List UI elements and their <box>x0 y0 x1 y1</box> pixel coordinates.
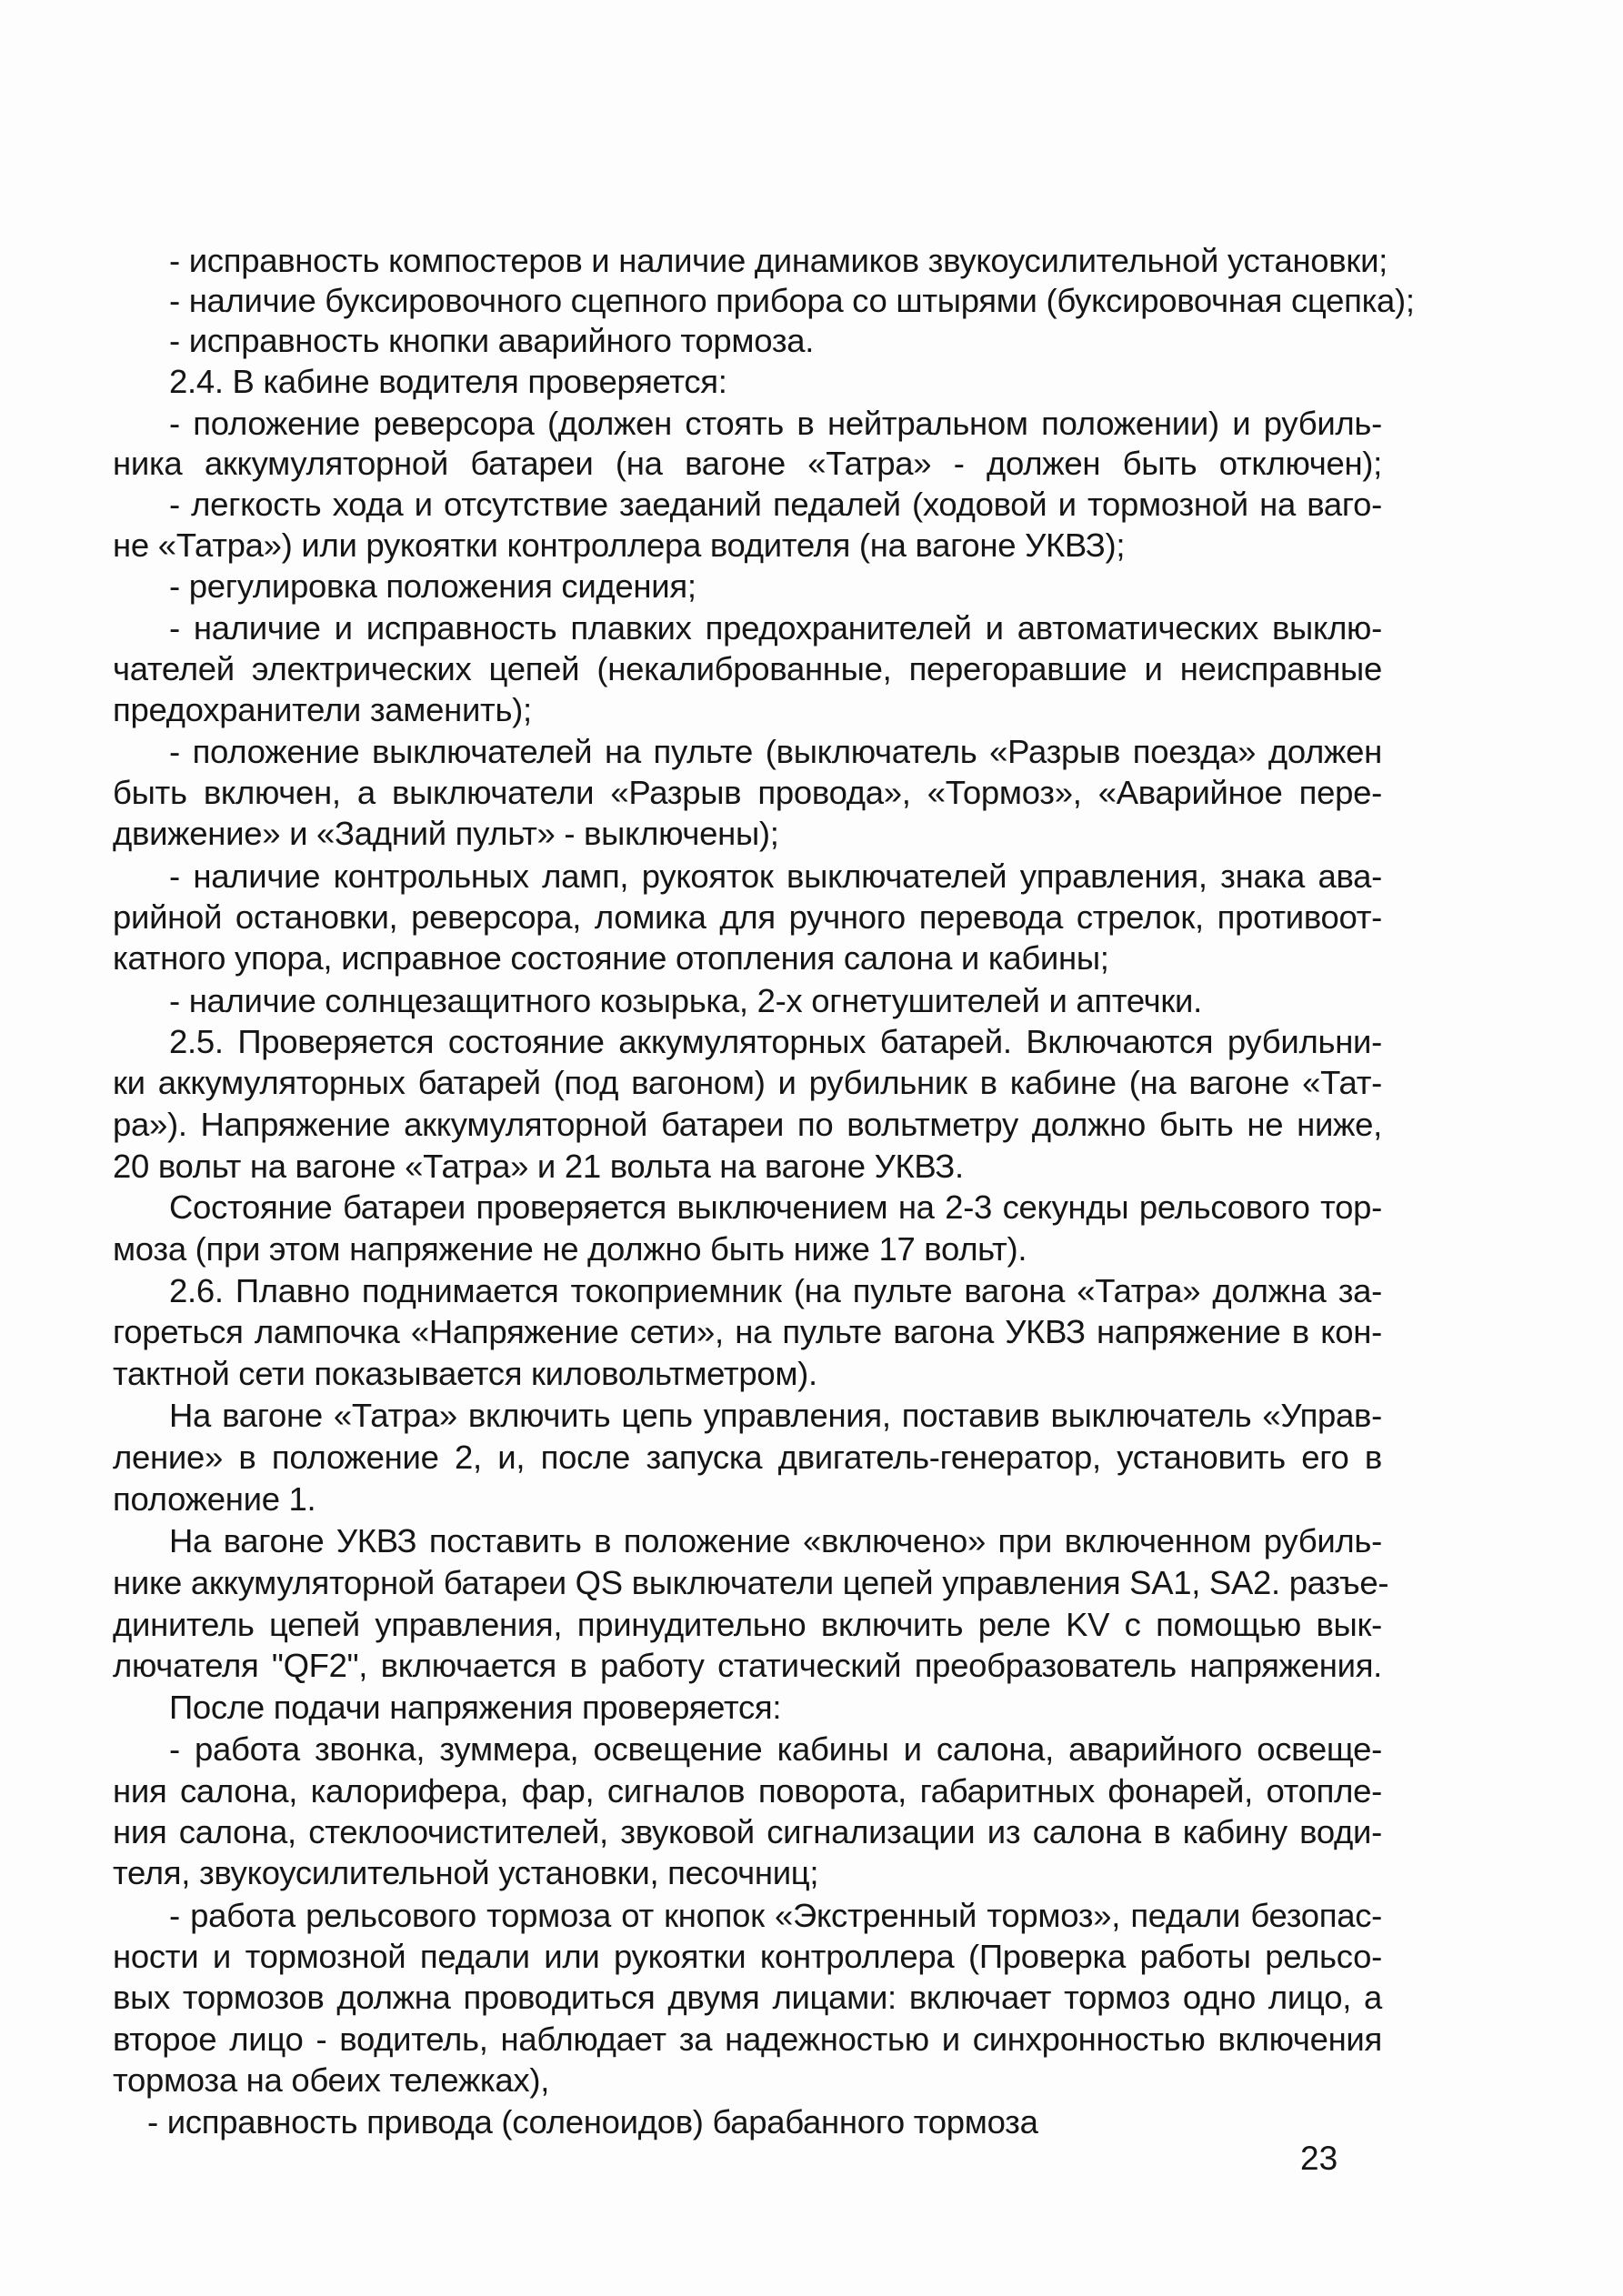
text-line: - наличие буксировочного сцепного прибора со штырями (буксировочная сцепка); <box>169 282 1415 319</box>
text-line: - исправность компостеров и наличие динамиков звукоусилительной установки; <box>169 242 1388 279</box>
text-line: ра»). Напряжение аккумуляторной батареи по вольтметру должно быть не ниже, <box>113 1106 1382 1143</box>
text-line: - наличие и исправность плавких предохранителей и автоматических выклю- <box>169 609 1382 647</box>
text-line: - работа звонка, зуммера, освещение кабины и салона, аварийного освеще- <box>169 1730 1382 1768</box>
text-line: 2.4. В кабине водителя проверяется: <box>169 363 727 400</box>
text-line: тормоза на обеих тележках), <box>113 2061 550 2099</box>
text-line: гореться лампочка «Напряжение сети», на пульте вагона УКВЗ напряжение в кон- <box>113 1313 1382 1350</box>
text-line: - легкость хода и отсутствие заеданий педалей (ходовой и тормозной на ваго- <box>169 486 1382 523</box>
text-line: - исправность привода (соленоидов) барабанного тормоза <box>147 2103 1038 2141</box>
text-line: динитель цепей управления, принудительно включить реле KV с помощью вык- <box>113 1606 1382 1643</box>
text-line: катного упора, исправное состояние отопления салона и кабины; <box>113 939 1109 977</box>
text-line: ника аккумуляторной батареи (на вагоне «Татра» - должен быть отключен); <box>113 445 1382 482</box>
text-line: чателей электрических цепей (некалиброванные, перегоравшие и неисправные <box>113 650 1382 687</box>
text-line: вых тормозов должна проводиться двумя лицами: включает тормоз одно лицо, а <box>113 1979 1382 2016</box>
text-line: быть включен, а выключатели «Разрыв провода», «Тормоз», «Аварийное пере- <box>113 774 1382 811</box>
text-line: - работа рельсового тормоза от кнопок «Экстренный тормоз», педали безопас- <box>169 1897 1382 1934</box>
text-line: - исправность кнопки аварийного тормоза. <box>169 322 815 359</box>
text-line: Состояние батареи проверяется выключением на 2-3 секунды рельсового тор- <box>169 1188 1382 1226</box>
text-line: После подачи напряжения проверяется: <box>169 1689 782 1726</box>
text-line: нике аккумуляторной батареи QS выключатели цепей управления SA1, SA2. разъе- <box>113 1564 1389 1601</box>
text-line: - положение выключателей на пульте (выключатель «Разрыв поезда» должен <box>169 733 1382 770</box>
text-line: лючателя "QF2", включается в работу статический преобразователь напряжения. <box>113 1647 1382 1684</box>
text-line: 20 вольт на вагоне «Татра» и 21 вольта на вагоне УКВЗ. <box>113 1148 964 1185</box>
text-line: тактной сети показывается киловольтметром). <box>113 1355 817 1392</box>
text-line: теля, звукоусилительной установки, песочниц; <box>113 1854 819 1891</box>
text-line: - наличие контрольных ламп, рукояток выключателей управления, знака ава- <box>169 857 1382 895</box>
text-line: рийной остановки, реверсора, ломика для ручного перевода стрелок, противоот- <box>113 898 1382 936</box>
page-number: 23 <box>1300 2140 1338 2177</box>
text-line: ки аккумуляторных батарей (под вагоном) и рубильник в кабине (на вагоне «Тат- <box>113 1064 1382 1101</box>
text-line: ния салона, стеклоочистителей, звуковой сигнализации из салона в кабину води- <box>113 1813 1382 1850</box>
text-line: не «Татра») или рукоятки контроллера водителя (на вагоне УКВЗ); <box>113 526 1126 564</box>
text-line: положение 1. <box>113 1480 316 1518</box>
text-line: моза (при этом напряжение не должно быть ниже 17 вольт). <box>113 1230 1027 1268</box>
text-line: - наличие солнцезащитного козырька, 2-х огнетушителей и аптечки. <box>169 982 1202 1019</box>
text-line: 2.5. Проверяется состояние аккумуляторных батарей. Включаются рубильни- <box>169 1023 1382 1060</box>
text-line: ности и тормозной педали или рукоятки контроллера (Проверка работы рельсо- <box>113 1938 1382 1975</box>
text-line: второе лицо - водитель, наблюдает за надежностью и синхронностью включения <box>113 2020 1382 2058</box>
text-line: - положение реверсора (должен стоять в нейтральном положении) и рубиль- <box>169 405 1382 442</box>
text-line: На вагоне «Татра» включить цепь управления, поставив выключатель «Управ- <box>169 1397 1382 1434</box>
text-line: ление» в положение 2, и, после запуска двигатель-генератор, установить его в <box>113 1439 1382 1476</box>
text-line: ния салона, калорифера, фар, сигналов поворота, габаритных фонарей, отопле- <box>113 1772 1382 1810</box>
text-line: 2.6. Плавно поднимается токоприемник (на пульте вагона «Татра» должна за- <box>169 1272 1382 1309</box>
text-line: движение» и «Задний пульт» - выключены); <box>113 815 779 852</box>
text-line: - регулировка положения сидения; <box>169 567 696 605</box>
text-line: На вагоне УКВЗ поставить в положение «включено» при включенном рубиль- <box>169 1522 1382 1559</box>
text-line: предохранители заменить); <box>113 691 532 728</box>
